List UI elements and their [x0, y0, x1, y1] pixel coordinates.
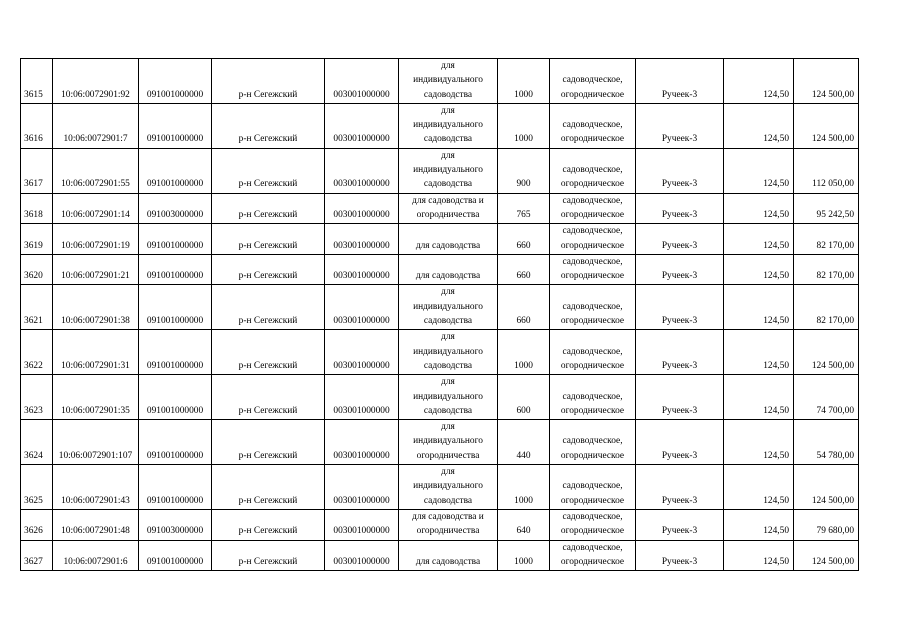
area-cell: 440 [498, 420, 550, 465]
land-category-line: огородническое [560, 134, 625, 145]
specific-value-cell: 124,50 [724, 59, 794, 104]
row-number-cell: 3617 [21, 148, 53, 193]
permitted-use-line: индивидуального [413, 346, 483, 357]
okato-code-cell: 091001000000 [139, 285, 212, 330]
permitted-use-line: огородничества [416, 209, 480, 220]
location-cell: Ручеек-3 [636, 540, 724, 571]
row-number-cell: 3621 [21, 285, 53, 330]
area-cell: 1000 [498, 330, 550, 375]
land-category-cell [550, 330, 636, 375]
location-cell: Ручеек-3 [636, 254, 724, 285]
okato-code-cell: 091001000000 [139, 330, 212, 375]
permitted-use-line: для [441, 287, 455, 298]
permitted-use-line: для [441, 377, 455, 388]
land-category-line: садоводческое, [562, 226, 623, 237]
area-cell: 1000 [498, 103, 550, 148]
land-category-line: огородническое [560, 495, 625, 506]
code-cell: 003001000000 [325, 224, 399, 255]
land-category-line: огородническое [560, 89, 625, 100]
permitted-use-cell [399, 375, 498, 420]
code-cell: 003001000000 [325, 375, 399, 420]
permitted-use-line: индивидуального [413, 75, 483, 86]
permitted-use-cell [399, 420, 498, 465]
permitted-use-cell [399, 59, 498, 104]
permitted-use-line: для [441, 105, 455, 116]
specific-value-cell: 124,50 [724, 103, 794, 148]
permitted-use-line: индивидуального [413, 165, 483, 176]
permitted-use-cell [399, 193, 498, 224]
table-row [21, 59, 859, 104]
okato-code-cell: 091001000000 [139, 465, 212, 510]
land-plots-table [20, 58, 859, 571]
row-number-cell: 3624 [21, 420, 53, 465]
cadastral-value-cell: 124 500,00 [794, 59, 859, 104]
land-category-line: огородническое [560, 179, 625, 190]
row-number-cell: 3626 [21, 509, 53, 540]
code-cell: 003001000000 [325, 193, 399, 224]
okato-code-cell: 091001000000 [139, 540, 212, 571]
land-category-line: огородническое [560, 316, 625, 327]
land-category-cell [550, 540, 636, 571]
land-category-cell [550, 254, 636, 285]
permitted-use-line: садоводства [423, 316, 473, 327]
specific-value-cell: 124,50 [724, 254, 794, 285]
land-category-line: огородническое [560, 556, 625, 567]
permitted-use-cell [399, 148, 498, 193]
district-cell: р-н Сегежский [212, 420, 325, 465]
location-cell: Ручеек-3 [636, 375, 724, 420]
area-cell: 660 [498, 224, 550, 255]
cadastral-value-cell: 82 170,00 [794, 254, 859, 285]
land-category-line: садоводческое, [562, 481, 623, 492]
permitted-use-line: индивидуального [413, 391, 483, 402]
permitted-use-line: для садоводства [415, 240, 481, 251]
code-cell: 003001000000 [325, 285, 399, 330]
permitted-use-line: садоводства [423, 179, 473, 190]
area-cell: 640 [498, 509, 550, 540]
code-cell: 003001000000 [325, 465, 399, 510]
cadastral-number-cell: 10:06:0072901:55 [53, 148, 139, 193]
permitted-use-line: индивидуального [413, 120, 483, 131]
district-cell: р-н Сегежский [212, 465, 325, 510]
area-cell: 1000 [498, 59, 550, 104]
cadastral-number-cell: 10:06:0072901:35 [53, 375, 139, 420]
code-cell: 003001000000 [325, 59, 399, 104]
code-cell: 003001000000 [325, 148, 399, 193]
cadastral-number-cell: 10:06:0072901:107 [53, 420, 139, 465]
code-cell: 003001000000 [325, 254, 399, 285]
table-row [21, 330, 859, 375]
specific-value-cell: 124,50 [724, 465, 794, 510]
area-cell: 660 [498, 254, 550, 285]
specific-value-cell: 124,50 [724, 148, 794, 193]
permitted-use-cell [399, 103, 498, 148]
district-cell: р-н Сегежский [212, 540, 325, 571]
land-category-line: садоводческое, [562, 346, 623, 357]
land-category-cell [550, 375, 636, 420]
row-number-cell: 3623 [21, 375, 53, 420]
okato-code-cell: 091003000000 [139, 193, 212, 224]
permitted-use-line: для [441, 467, 455, 478]
land-category-line: садоводческое, [562, 256, 623, 267]
cadastral-value-cell: 82 170,00 [794, 224, 859, 255]
row-number-cell: 3619 [21, 224, 53, 255]
permitted-use-line: огородничества [416, 450, 480, 461]
district-cell: р-н Сегежский [212, 375, 325, 420]
okato-code-cell: 091001000000 [139, 254, 212, 285]
cadastral-value-cell: 124 500,00 [794, 330, 859, 375]
location-cell: Ручеек-3 [636, 224, 724, 255]
land-category-line: огородническое [560, 526, 625, 537]
cadastral-value-cell: 74 700,00 [794, 375, 859, 420]
permitted-use-line: садоводства [423, 495, 473, 506]
permitted-use-line: для садоводства и [412, 195, 484, 206]
specific-value-cell: 124,50 [724, 540, 794, 571]
specific-value-cell: 124,50 [724, 375, 794, 420]
table-row [21, 285, 859, 330]
specific-value-cell: 124,50 [724, 509, 794, 540]
table-row [21, 420, 859, 465]
location-cell: Ручеек-3 [636, 103, 724, 148]
code-cell: 003001000000 [325, 103, 399, 148]
cadastral-number-cell: 10:06:0072901:48 [53, 509, 139, 540]
land-category-line: огородническое [560, 209, 625, 220]
area-cell: 900 [498, 148, 550, 193]
location-cell: Ручеек-3 [636, 420, 724, 465]
row-number-cell: 3627 [21, 540, 53, 571]
permitted-use-line: садоводства [423, 360, 473, 371]
okato-code-cell: 091001000000 [139, 375, 212, 420]
okato-code-cell: 091003000000 [139, 509, 212, 540]
district-cell: р-н Сегежский [212, 330, 325, 375]
permitted-use-line: для садоводства [415, 271, 481, 282]
okato-code-cell: 091001000000 [139, 420, 212, 465]
land-category-cell [550, 285, 636, 330]
permitted-use-line: для [441, 61, 455, 71]
table-row [21, 509, 859, 540]
permitted-use-cell [399, 330, 498, 375]
okato-code-cell: 091001000000 [139, 148, 212, 193]
cadastral-value-cell: 124 500,00 [794, 540, 859, 571]
table-row [21, 465, 859, 510]
permitted-use-cell [399, 285, 498, 330]
land-category-line: огородническое [560, 405, 625, 416]
area-cell: 765 [498, 193, 550, 224]
location-cell: Ручеек-3 [636, 509, 724, 540]
land-category-cell [550, 509, 636, 540]
code-cell: 003001000000 [325, 540, 399, 571]
land-category-line: садоводческое, [562, 436, 623, 447]
location-cell: Ручеек-3 [636, 330, 724, 375]
cadastral-number-cell: 10:06:0072901:92 [53, 59, 139, 104]
code-cell: 003001000000 [325, 330, 399, 375]
permitted-use-line: для [441, 422, 455, 433]
land-category-cell [550, 193, 636, 224]
land-category-line: огородническое [560, 240, 625, 251]
land-category-line: садоводческое, [562, 511, 623, 522]
area-cell: 600 [498, 375, 550, 420]
permitted-use-line: индивидуального [413, 436, 483, 447]
permitted-use-line: садоводства [423, 405, 473, 416]
code-cell: 003001000000 [325, 509, 399, 540]
row-number-cell: 3618 [21, 193, 53, 224]
land-category-line: садоводческое, [562, 75, 623, 86]
land-category-line: садоводческое, [562, 542, 623, 553]
permitted-use-line: садоводства [423, 134, 473, 145]
table-row [21, 193, 859, 224]
cadastral-value-cell: 82 170,00 [794, 285, 859, 330]
specific-value-cell: 124,50 [724, 193, 794, 224]
cadastral-value-cell: 124 500,00 [794, 465, 859, 510]
permitted-use-line: для [441, 150, 455, 161]
land-category-cell [550, 59, 636, 104]
specific-value-cell: 124,50 [724, 420, 794, 465]
permitted-use-line: огородничества [416, 526, 480, 537]
permitted-use-cell [399, 254, 498, 285]
table-row [21, 254, 859, 285]
district-cell: р-н Сегежский [212, 59, 325, 104]
area-cell: 660 [498, 285, 550, 330]
land-category-cell [550, 103, 636, 148]
okato-code-cell: 091001000000 [139, 103, 212, 148]
location-cell: Ручеек-3 [636, 148, 724, 193]
area-cell: 1000 [498, 465, 550, 510]
cadastral-number-cell: 10:06:0072901:19 [53, 224, 139, 255]
district-cell: р-н Сегежский [212, 285, 325, 330]
land-category-line: садоводческое, [562, 195, 623, 206]
cadastral-number-cell: 10:06:0072901:43 [53, 465, 139, 510]
code-cell: 003001000000 [325, 420, 399, 465]
permitted-use-line: садоводства [423, 89, 473, 100]
cadastral-number-cell: 10:06:0072901:38 [53, 285, 139, 330]
land-category-line: огородническое [560, 271, 625, 282]
specific-value-cell: 124,50 [724, 285, 794, 330]
land-category-line: садоводческое, [562, 165, 623, 176]
land-category-line: садоводческое, [562, 391, 623, 402]
location-cell: Ручеек-3 [636, 465, 724, 510]
district-cell: р-н Сегежский [212, 148, 325, 193]
cadastral-value-cell: 95 242,50 [794, 193, 859, 224]
cadastral-number-cell: 10:06:0072901:31 [53, 330, 139, 375]
area-cell: 1000 [498, 540, 550, 571]
okato-code-cell: 091001000000 [139, 59, 212, 104]
row-number-cell: 3616 [21, 103, 53, 148]
land-category-cell [550, 224, 636, 255]
district-cell: р-н Сегежский [212, 193, 325, 224]
permitted-use-line: для [441, 332, 455, 343]
row-number-cell: 3625 [21, 465, 53, 510]
permitted-use-line: индивидуального [413, 301, 483, 312]
specific-value-cell: 124,50 [724, 224, 794, 255]
row-number-cell: 3622 [21, 330, 53, 375]
location-cell: Ручеек-3 [636, 193, 724, 224]
cadastral-value-cell: 79 680,00 [794, 509, 859, 540]
land-category-line: садоводческое, [562, 120, 623, 131]
district-cell: р-н Сегежский [212, 224, 325, 255]
table-row [21, 375, 859, 420]
specific-value-cell: 124,50 [724, 330, 794, 375]
location-cell: Ручеек-3 [636, 285, 724, 330]
permitted-use-cell [399, 540, 498, 571]
permitted-use-cell [399, 509, 498, 540]
land-category-cell [550, 465, 636, 510]
cadastral-number-cell: 10:06:0072901:7 [53, 103, 139, 148]
table-row [21, 148, 859, 193]
row-number-cell: 3620 [21, 254, 53, 285]
cadastral-value-cell: 54 780,00 [794, 420, 859, 465]
table-row [21, 224, 859, 255]
table-row [21, 103, 859, 148]
table-body [21, 59, 859, 571]
permitted-use-cell [399, 465, 498, 510]
location-cell: Ручеек-3 [636, 59, 724, 104]
land-category-line: огородническое [560, 360, 625, 371]
row-number-cell: 3615 [21, 59, 53, 104]
table-row [21, 540, 859, 571]
land-category-cell [550, 148, 636, 193]
cadastral-number-cell: 10:06:0072901:21 [53, 254, 139, 285]
land-category-line: огородническое [560, 450, 625, 461]
land-category-cell [550, 420, 636, 465]
district-cell: р-н Сегежский [212, 509, 325, 540]
cadastral-value-cell: 112 050,00 [794, 148, 859, 193]
permitted-use-cell [399, 224, 498, 255]
cadastral-number-cell: 10:06:0072901:6 [53, 540, 139, 571]
permitted-use-line: для садоводства и [412, 511, 484, 522]
okato-code-cell: 091001000000 [139, 224, 212, 255]
land-category-line: садоводческое, [562, 301, 623, 312]
district-cell: р-н Сегежский [212, 254, 325, 285]
cadastral-number-cell: 10:06:0072901:14 [53, 193, 139, 224]
permitted-use-line: индивидуального [413, 481, 483, 492]
permitted-use-line: для садоводства [415, 556, 481, 567]
cadastral-value-cell: 124 500,00 [794, 103, 859, 148]
district-cell: р-н Сегежский [212, 103, 325, 148]
